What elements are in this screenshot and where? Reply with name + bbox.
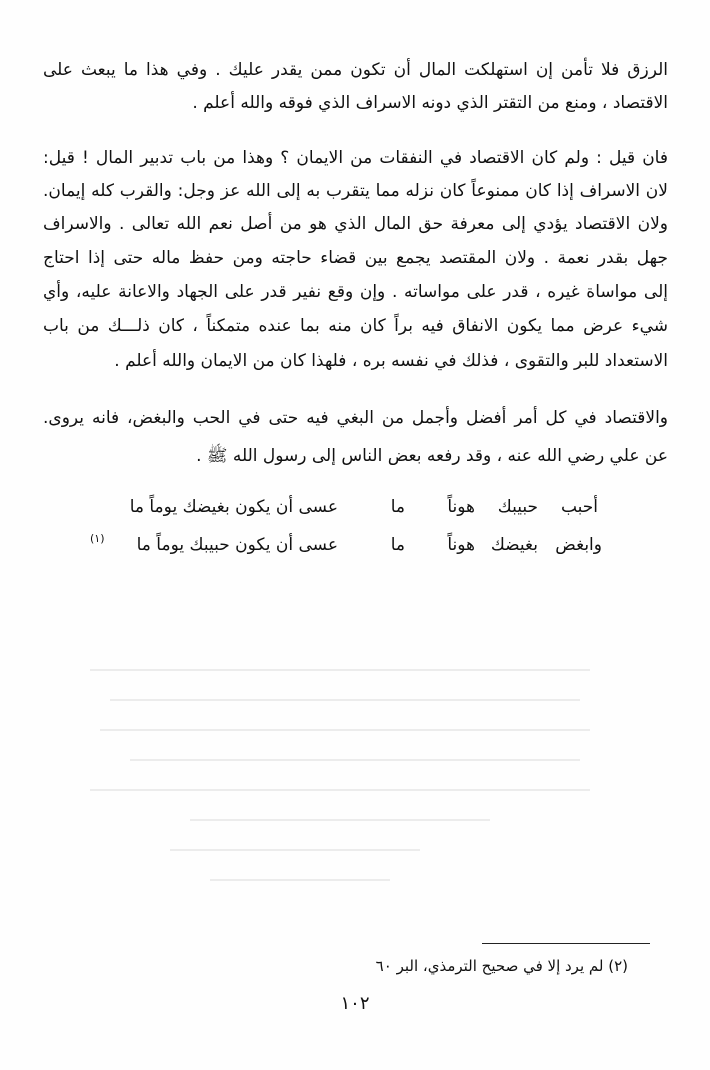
- footnote-separator: [482, 943, 650, 944]
- verse-word: ما: [390, 535, 405, 555]
- bleed-through-texture: [70, 660, 630, 910]
- verse-hemistich: عسى أن يكون بغيضك يوماً ما: [129, 497, 338, 517]
- verse-word: هوناً: [447, 497, 475, 517]
- verse-word: ما: [390, 497, 405, 517]
- text-line: الرزق فلا تأمن إن استهلكت المال أن تكون ممن يقدر عليك . وفي هذا ما يبعث على: [43, 60, 668, 80]
- text-line: شيء عرض مما يكون الانفاق فيه براً كان منه بما عنده متمكناً ، كان ذلـــك من باب: [43, 316, 668, 336]
- text-line: والاقتصاد في كل أمر أفضل وأجمل من البغي فيه حتى في الحب والبغض، فانه يروى.: [43, 408, 668, 428]
- footnote-text: (٢) لم يرد إلا في صحيح الترمذي، البر ٦٠: [375, 957, 628, 975]
- verse-word: هوناً: [447, 535, 475, 555]
- verse-word: وابغض: [555, 535, 602, 555]
- text-line: إلى مواساة غيره ، قدر على مواساته . وإن وقع نفير قدر على الجهاد والاعانة عليه، وأي: [43, 282, 668, 302]
- verse-hemistich: عسى أن يكون حبيبك يوماً ما: [136, 535, 338, 555]
- verse-word: بغيضك: [490, 535, 538, 555]
- text-line: الاستعداد للبر والتقوى ، فذلك في نفسه بره ، فلهذا كان من الايمان والله أعلم .: [114, 351, 668, 371]
- text-line: جهل بقدر نعمة . ولان المقتصد يجمع بين قضاء حاجته ومن حفظ ماله حتى إذا احتاج: [43, 248, 668, 268]
- verse-word: أحبب: [560, 497, 598, 517]
- verse-word: حبيبك: [497, 497, 538, 517]
- text-line: ولان الاقتصاد يؤدي إلى معرفة حق المال الذي هو من أصل نعم الله تعالى . والاسراف: [43, 214, 668, 234]
- text-line: الاقتصاد ، ومنع من التقتر الذي دونه الاسراف الذي فوقه والله أعلم .: [192, 93, 668, 113]
- text-line: عن علي رضي الله عنه ، وقد رفعه بعض الناس إلى رسول الله ﷺ .: [196, 446, 668, 466]
- text-line: لان الاسراف إذا كان ممنوعاً كان نزله مما يتقرب به إلى الله عز وجل: والقرب كله إيمان.: [43, 181, 668, 201]
- footnote-marker: (١): [90, 532, 105, 545]
- text-line: فان قيل : ولم كان الاقتصاد في النفقات من الايمان ؟ وهذا من باب تدبير المال ! قيل:: [43, 148, 668, 168]
- page-number: ١٠٢: [340, 993, 370, 1014]
